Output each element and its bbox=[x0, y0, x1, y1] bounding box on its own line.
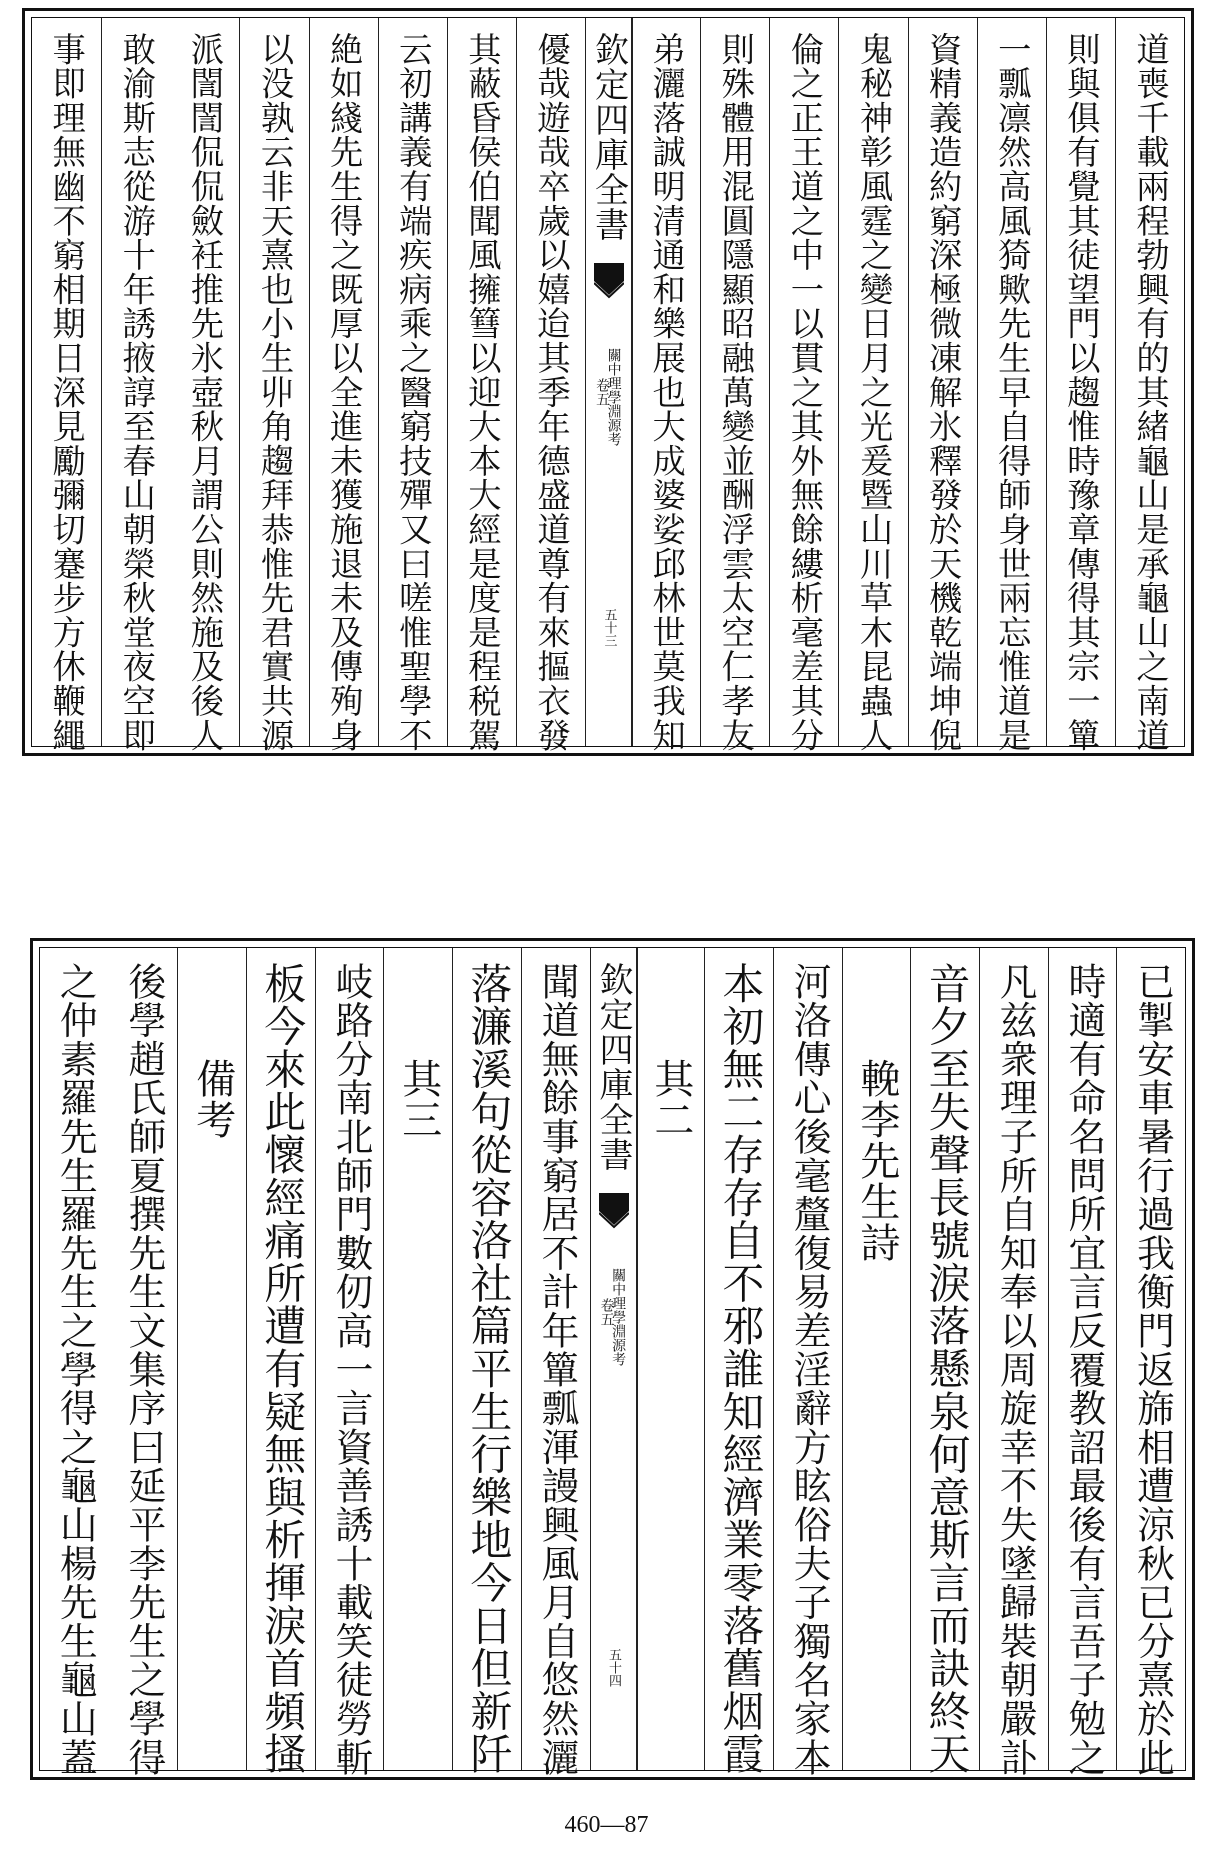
text-line: 其蔽昏侯伯聞風擁篲以迎大本大經是度是程税駕 bbox=[462, 32, 502, 753]
text-line: 板今來此懷經痛所遭有疑無與析揮淚首頻搔 bbox=[257, 962, 307, 1776]
text-line: 後學趙氏師夏撰先生文集序曰延平李先生之學得 bbox=[121, 962, 166, 1777]
folio-number: 五十三 bbox=[601, 608, 617, 647]
top-page-frame bbox=[31, 17, 1185, 753]
text-line: 優哉遊哉卒歲以嬉迨其季年德盛道尊有來摳衣發 bbox=[532, 32, 572, 753]
text-line: 道喪千載兩程勃興有的其緒龜山是承龜山之南道 bbox=[1131, 32, 1171, 753]
text-line: 鬼秘神彰風霆之變日月之光爰暨山川草木昆蟲人 bbox=[854, 32, 894, 753]
folio-number: 五十四 bbox=[606, 1648, 621, 1687]
text-column bbox=[109, 948, 178, 1777]
section-heading: 其三 bbox=[395, 1058, 442, 1140]
text-column bbox=[977, 18, 1047, 753]
text-column bbox=[32, 18, 101, 753]
text-line: 河洛傳心後毫釐復易差淫辭方眩俗夫子獨名家本 bbox=[787, 962, 832, 1777]
section-heading: 備考 bbox=[189, 1058, 236, 1140]
text-line: 本初無二存存自不邪誰知經濟業零落舊烟霞 bbox=[715, 962, 765, 1776]
book-title: 關中理學淵源考 bbox=[605, 348, 622, 446]
text-line: 派誾誾侃侃斂衽推先氷壺秋月謂公則然施及後人 bbox=[185, 32, 225, 753]
text-column bbox=[315, 948, 385, 1777]
text-column bbox=[309, 18, 379, 753]
text-line: 云初講義有端疾病乘之醫窮技殫又曰嗟惟聖學不 bbox=[393, 32, 433, 753]
section-heading: 其二 bbox=[647, 1058, 694, 1140]
text-column bbox=[908, 18, 978, 753]
text-column bbox=[631, 18, 701, 753]
text-column bbox=[769, 18, 839, 753]
poem-title: 輓李先生詩 bbox=[853, 1058, 900, 1263]
bottom-page bbox=[30, 938, 1195, 1780]
text-column bbox=[910, 948, 980, 1776]
text-column bbox=[700, 18, 770, 753]
text-line: 事即理無幽不窮相期日深見勵彌切蹇步方休鞭繩 bbox=[47, 32, 87, 753]
text-column bbox=[704, 948, 774, 1776]
text-line: 倫之正王道之中一以貫之其外無餘縷析毫差其分 bbox=[785, 32, 825, 753]
fishtail-mark-icon bbox=[599, 1193, 629, 1243]
text-line: 弟灑落誠明清通和樂展也大成婆娑邱林世莫我知 bbox=[647, 32, 687, 753]
text-line: 聞道無餘事窮居不計年簞瓢渾謾興風月自悠然灑 bbox=[535, 962, 580, 1777]
text-column bbox=[842, 948, 912, 1770]
center-column bbox=[590, 948, 638, 1770]
text-column bbox=[521, 948, 591, 1777]
book-series-title: 欽定四庫全書 bbox=[593, 962, 633, 1172]
volume-label: 卷五 bbox=[598, 1298, 615, 1326]
text-line: 已掣安車暑行過我衡門返旆相遭涼秋已分熹於此 bbox=[1130, 962, 1175, 1777]
text-column bbox=[452, 948, 522, 1776]
text-column bbox=[1115, 18, 1185, 753]
text-line: 之仲素羅先生羅先生之學得之龜山楊先生龜山蓋 bbox=[53, 962, 98, 1777]
text-column bbox=[447, 18, 517, 753]
text-column bbox=[246, 948, 316, 1776]
text-line: 以没孰云非天熹也小生丱角趨拜恭惟先君實共源 bbox=[255, 32, 295, 753]
text-column bbox=[838, 18, 908, 753]
text-column bbox=[773, 948, 843, 1777]
text-column bbox=[383, 948, 453, 1770]
text-column bbox=[177, 948, 247, 1770]
text-line: 一瓢凛然高風猗歟先生早自得師身世兩忘惟道是 bbox=[992, 32, 1032, 753]
text-line: 則與俱有覺其徒望門以趨惟時豫章傳得其宗一簞 bbox=[1061, 32, 1101, 753]
text-column bbox=[40, 948, 109, 1777]
text-line: 絶如綫先生得之既厚以全進未獲施退未及傳殉身 bbox=[324, 32, 364, 753]
text-line: 音夕至失聲長號淚落懸泉何意斯言而訣終天 bbox=[921, 962, 971, 1776]
text-column bbox=[979, 948, 1049, 1777]
text-line: 落濂溪句從容洛社篇平生行樂地今日但新阡 bbox=[463, 962, 513, 1776]
text-column bbox=[378, 18, 448, 753]
text-column bbox=[1046, 18, 1116, 753]
bottom-page-frame bbox=[39, 947, 1186, 1777]
volume-label: 卷五 bbox=[594, 378, 611, 406]
text-line: 凡兹衆理子所自知奉以周旋幸不失墜歸裝朝嚴訃 bbox=[993, 962, 1038, 1777]
text-column bbox=[516, 18, 586, 753]
center-column bbox=[585, 18, 633, 746]
text-column bbox=[101, 18, 171, 753]
text-column bbox=[170, 18, 239, 753]
text-line: 資精義造約窮深極微凍解氷釋發於天機乾端坤倪 bbox=[923, 32, 963, 753]
text-column bbox=[1048, 948, 1118, 1777]
text-line: 敢渝斯志從游十年誘掖諄至春山朝榮秋堂夜空即 bbox=[117, 32, 157, 753]
text-line: 岐路分南北師門數仞高一言資善誘十載笑徒勞斬 bbox=[328, 962, 373, 1777]
book-series-title: 欽定四庫全書 bbox=[588, 32, 629, 242]
page-footer-number: 460—87 bbox=[564, 1812, 649, 1838]
top-page bbox=[22, 8, 1194, 756]
text-column bbox=[1116, 948, 1186, 1777]
text-line: 則殊體用混圓隱顯昭融萬變並酬浮雲太空仁孝友 bbox=[716, 32, 756, 753]
text-column bbox=[636, 948, 706, 1770]
fishtail-mark-icon bbox=[594, 263, 624, 313]
book-title: 關中理學淵源考 bbox=[610, 1268, 627, 1366]
text-line: 時適有命名問所宜言反覆教詔最後有言吾子勉之 bbox=[1061, 962, 1106, 1777]
text-column bbox=[239, 18, 309, 753]
